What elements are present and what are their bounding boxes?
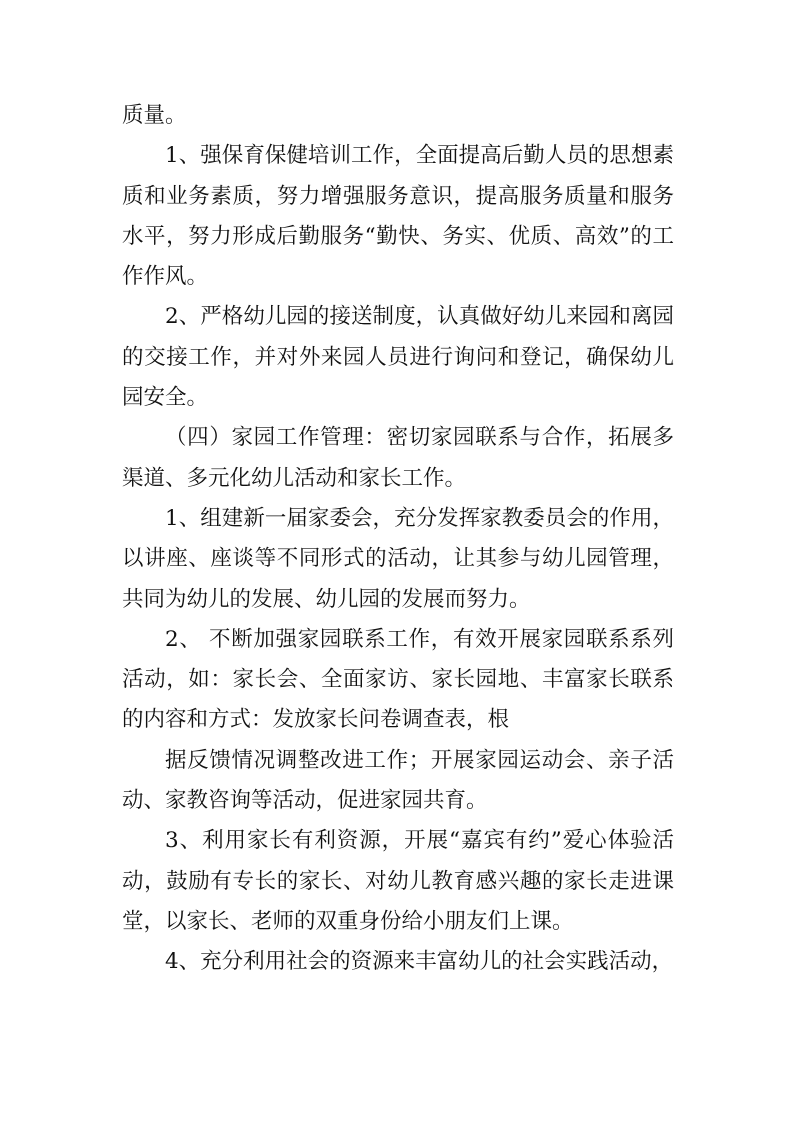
document-body [122,96,674,983]
paragraph-7: 据反馈情况调整改进工作；开展家园运动会、亲子活动、家教咨询等活动，促进家园共育。 [122,747,674,814]
paragraph-4: （四）家园工作管理：密切家园联系与合作，拓展多渠道、多元化幼儿活动和家长工作。 [122,425,674,491]
paragraph-8: 3、利用家长有利资源，开展“嘉宾有约”爱心体验活动，鼓励有专长的家长、对幼儿教育感兴趣的家长走进课堂，以家长、老师的双重身份给小朋友们上课。 [122,828,674,934]
paragraph-5: 1、组建新一届家委会，充分发挥家教委员会的作用，以讲座、座谈等不同形式的活动，让其参与幼儿园管理，共同为幼儿的发展、幼儿园的发展而努力。 [122,505,674,612]
paragraph-3: 2、严格幼儿园的接送制度，认真做好幼儿来园和离园的交接工作，并对外来园人员进行询问和登记，确保幼儿园安全。 [122,304,674,411]
paragraph-6: 2、 不断加强家园联系工作，有效开展家园联系系列活动，如：家长会、全面家访、家长园地、丰富家长联系的内容和方式：发放家长问卷调查表，根 [122,626,674,733]
paragraph-1: 质量。 [122,103,187,128]
paragraph-9: 4、充分利用社会的资源来丰富幼儿的社会实践活动， [165,949,674,975]
paragraph-2: 1、强保育保健培训工作，全面提高后勤人员的思想素质和业务素质，努力增强服务意识，提高服务质量和服务水平，努力形成后勤服务“勤快、务实、优质、高效”的工作作风。 [122,143,674,290]
